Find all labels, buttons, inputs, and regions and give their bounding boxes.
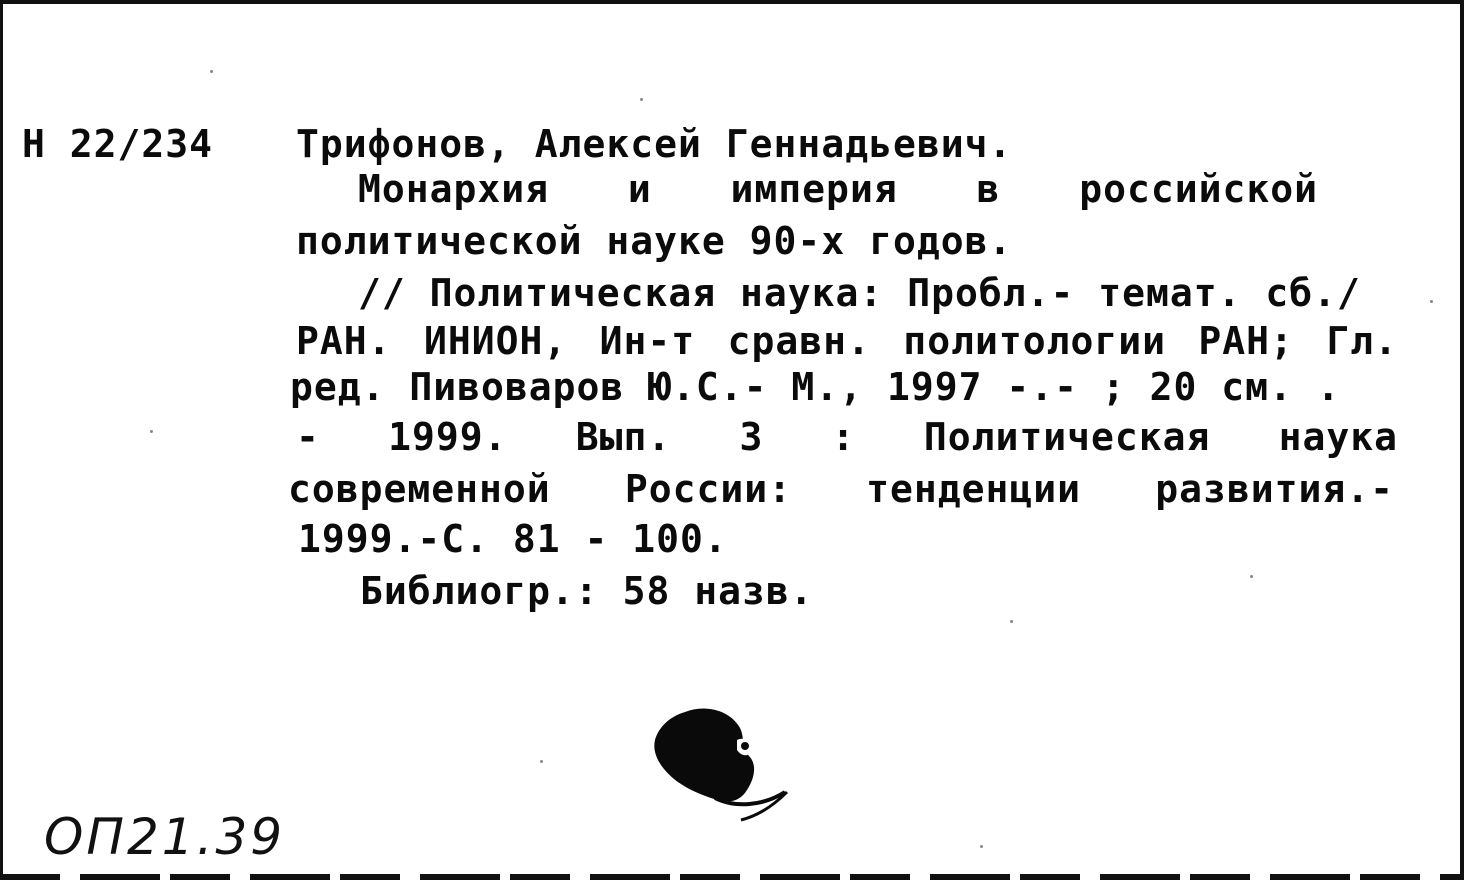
source-line-6: 1999.-С. 81 - 100. (298, 517, 728, 561)
paper-speck (150, 430, 153, 433)
ink-stamp-blot (645, 700, 805, 835)
source-line-1: // Политическая наука: Пробл.- темат. сб./ (358, 271, 1361, 315)
paper-speck (1010, 620, 1013, 623)
paper-speck (1430, 300, 1433, 303)
bibliography-note: Библиогр.: 58 назв. (360, 569, 814, 613)
title-line-2: политической науке 90-х годов. (296, 219, 1013, 263)
source-line-2: РАН. ИНИОН, Ин-т сравн. политологии РАН; Гл. (296, 319, 1398, 363)
paper-speck (980, 845, 983, 848)
card-top-edge (0, 0, 1464, 4)
author-heading: Трифонов, Алексей Геннадьевич. (296, 122, 1013, 166)
paper-speck (540, 760, 543, 763)
card-bottom-edge (0, 874, 1464, 880)
card-left-edge (0, 0, 3, 880)
card-right-edge (1460, 0, 1464, 880)
paper-speck (640, 98, 643, 101)
paper-speck (1250, 575, 1253, 578)
source-line-4: - 1999. Вып. 3 : Политическая наука (296, 415, 1398, 459)
source-line-5: современной России: тенденции развития.- (288, 467, 1394, 511)
source-line-3: ред. Пивоваров Ю.С.- М., 1997 -.- ; 20 см. . (290, 365, 1341, 409)
paper-speck (210, 70, 213, 73)
title-line-1: Монархия и империя в российской (358, 167, 1318, 211)
handwritten-shelf-code: ОП21.39 (44, 808, 286, 866)
call-number: Н 22/234 (22, 122, 214, 166)
